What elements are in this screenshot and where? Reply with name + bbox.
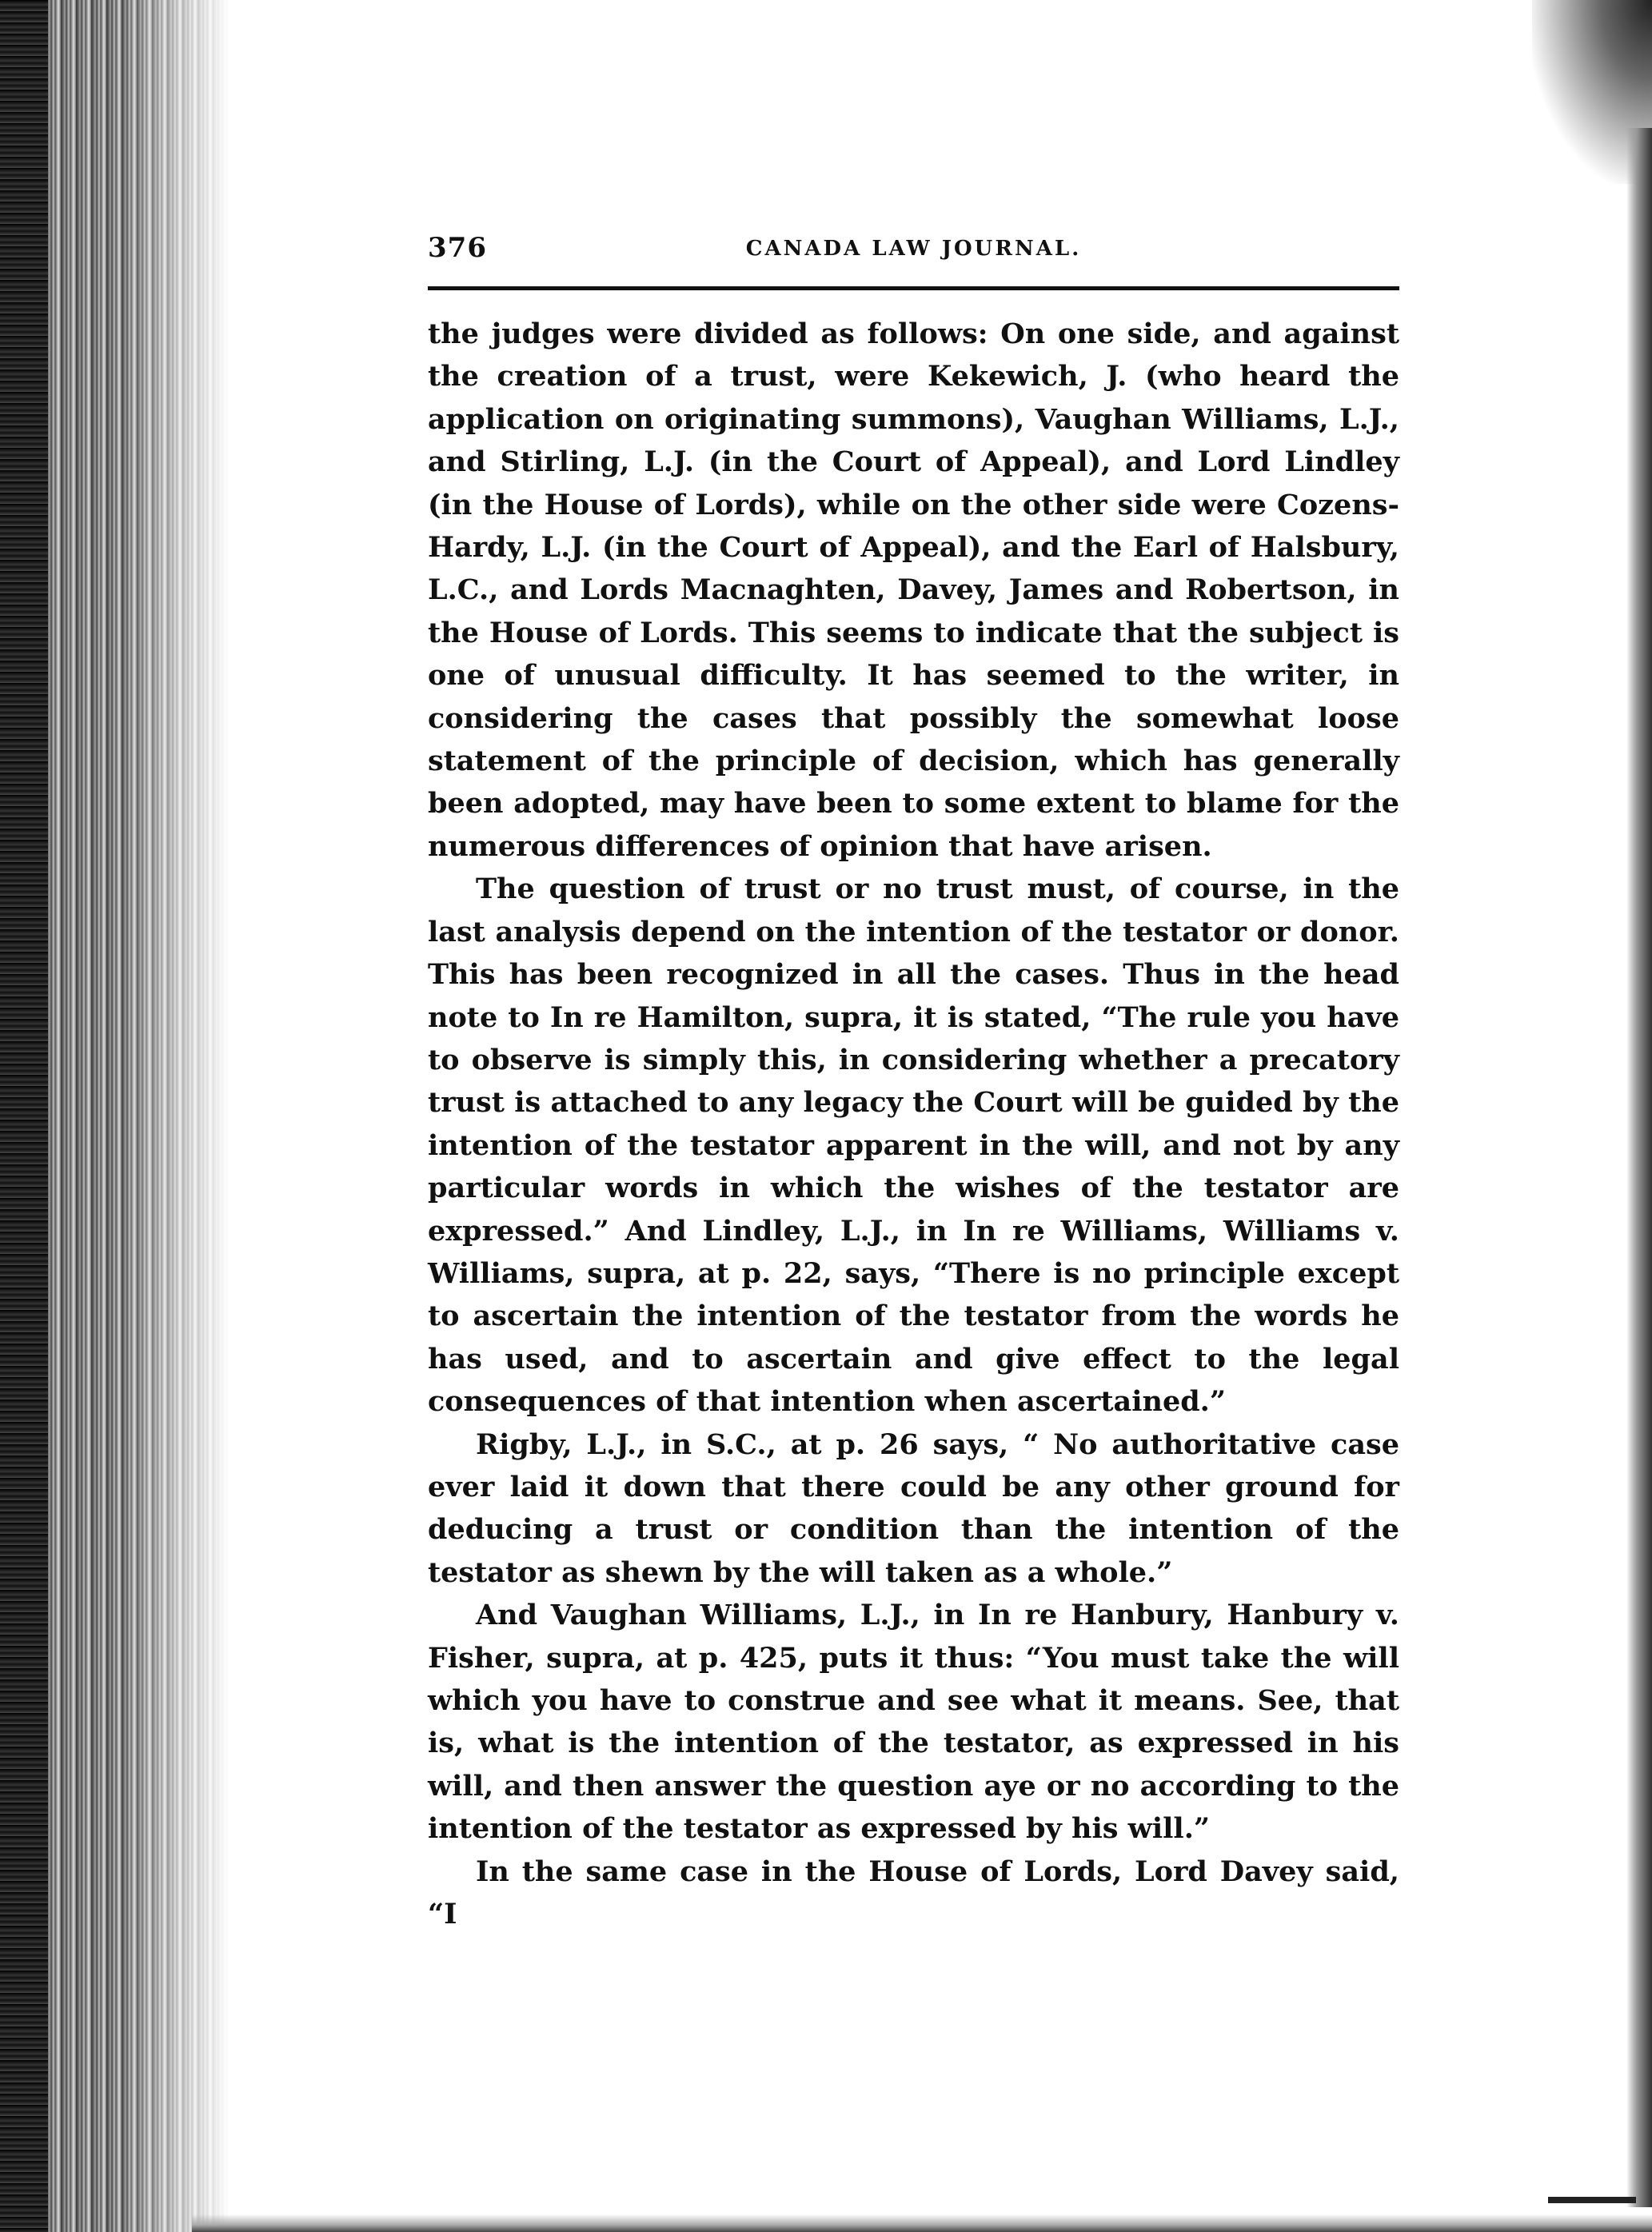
binding-fade [120,0,232,2232]
page-number: 376 [428,232,487,264]
running-head [428,232,1399,280]
paragraph: the judges were divided as follows: On one side, and against the creation of a trust, were Kekewich, J. (who heard the application on originating summons), Vaughan Williams, L.J., and Stirling, L.J. (in the Court of Appeal), and Lord Lindley (in the House of Lords), while on the other side were Cozens-Hardy, L.J. (in the Court of Appeal), and the Earl of Halsbury, L.C., and Lords Macnaghten, Davey, James and Robertson, in the House of Lords. This seems to indicate that the subject is one of unusual difficulty. It has seemed to the writer, in considering the cases that possibly the somewhat loose statement of the principle of decision, which has generally been adopted, may have been to some extent to blame for the numerous differences of opinion that have arisen. [428,317,1399,863]
paragraph: The question of trust or no trust must, of course, in the last analysis depend on the intention of the testator or donor. This has been recognized in all the cases. Thus in the head note to In re Hamilton, supra, it is stated, “The rule you have to observe is simply this, in considering whether a precatory trust is attached to any legacy the Court will be guided by the intention of the testator apparent in the will, and not by any particular words in which the wishes of the testator are expressed.” And Lindley, L.J., in In re Williams, Williams v. Williams, supra, at p. 22, says, “There is no principle except to ascertain the intention of the testator from the words he has used, and to ascertain and give effect to the legal consequences of that intention when ascertained.” [428,872,1399,1419]
paragraph: In the same case in the House of Lords, Lord Davey said, “I [428,1855,1399,1931]
paragraph: Rigby, L.J., in S.C., at p. 26 says, “ No authoritative case ever laid it down that there could be any other ground for deducing a trust or condition than the intention of the testator as shewn by the will taken as a whole.” [428,1427,1399,1589]
page-bottom-edge [192,2214,1652,2232]
document-page [428,232,1399,1935]
paragraph: And Vaughan Williams, L.J., in In re Hanbury, Hanbury v. Fisher, supra, at p. 425, puts it thus: “You must take the will which you have to construe and see what it means. See, that is, what is the intention of the testator, as expressed in his will, and then answer the question aye or no according to the intention of the testator as expressed by his will.” [428,1599,1399,1846]
binding-edge [0,0,48,2232]
page-right-edge [1626,128,1652,2207]
page-bottom-mark [1548,2197,1636,2203]
journal-title: CANADA LAW JOURNAL. [745,237,1082,261]
body-text [428,313,1399,1935]
header-rule [428,286,1399,290]
